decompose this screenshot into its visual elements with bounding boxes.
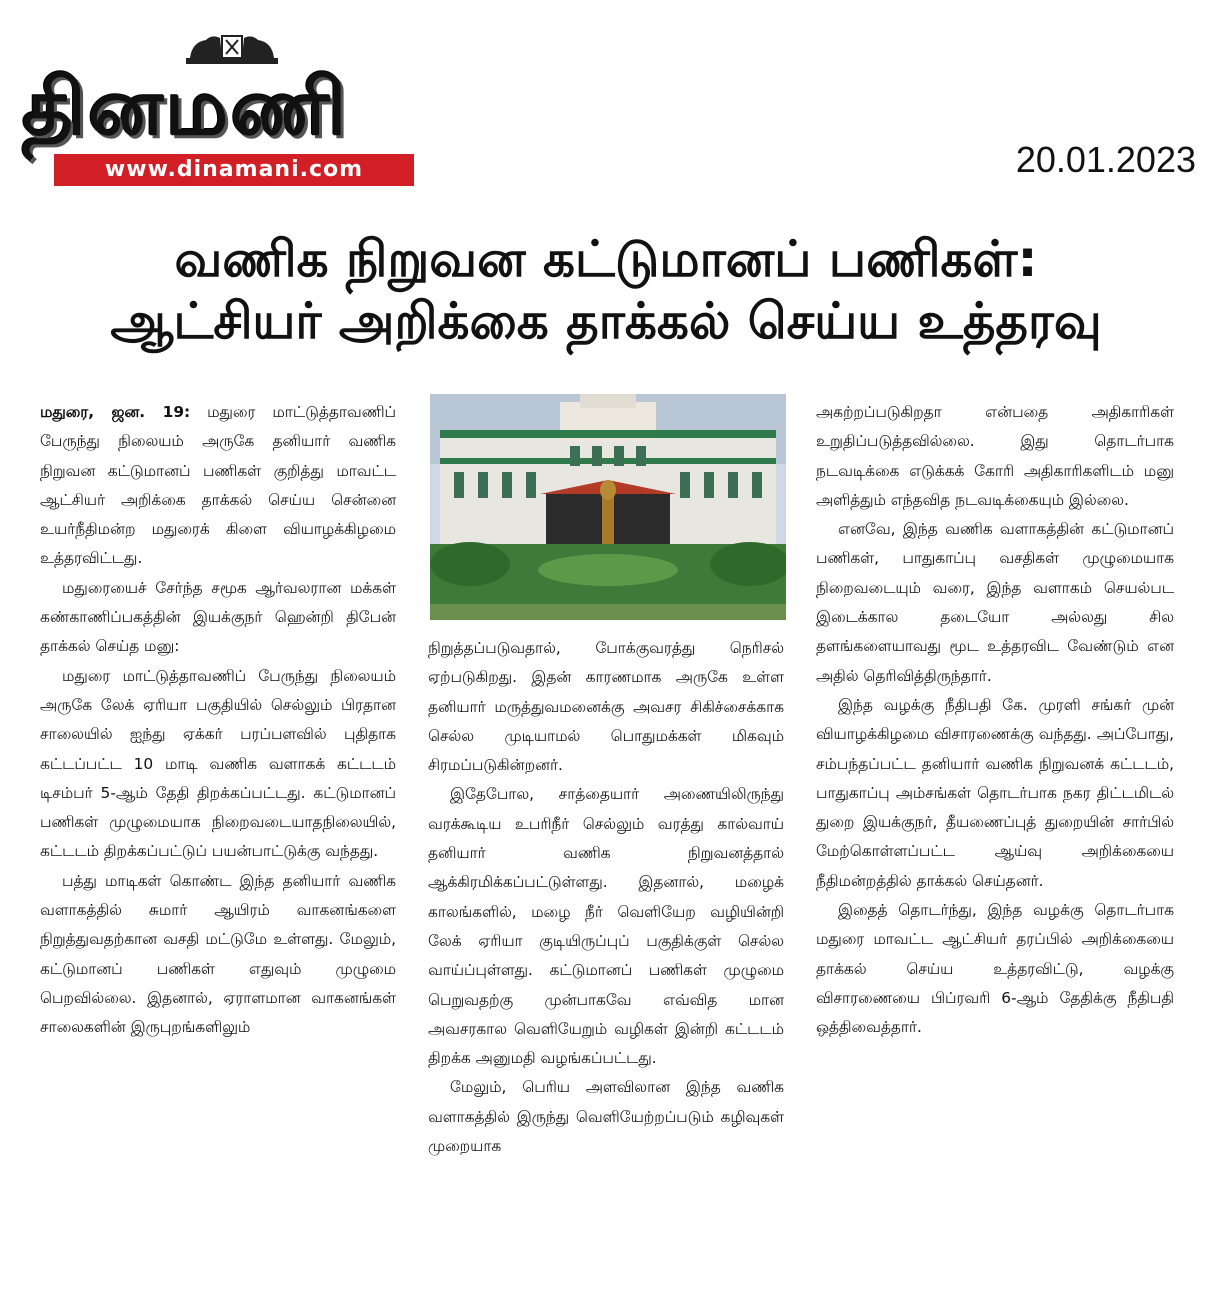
- headline-line-2: ஆட்சியர் அறிக்கை தாக்கல் செய்ய உத்தரவு: [110, 292, 1102, 350]
- article-column-1: [40, 398, 396, 1298]
- article-paragraph: மதுரையைச் சேர்ந்த சமூக ஆர்வலரான மக்கள் கண்காணிப்பகத்தின் இயக்குநர் ஹென்றி திபேன் தாக்கல் செய்த மனு:: [40, 578, 396, 656]
- article-paragraph: மதுரை மாட்டுத்தாவணிப் பேருந்து நிலையம் அருகே லேக் ஏரியா பகுதியில் செல்லும் பிரதான சாலையில் ஐந்து ஏக்கர் பரப்பளவில் புதிதாக கட்டப்பட்ட 10 மாடி வணிக வளாகக் கட்டடம் டிசம்பர் 5-ஆம் தேதி திறக்கப்பட்டது. கட்டுமானப் பணிகள் முழுமையாக நிறைவடையாதநிலையில், கட்டடம் திறக்கப்பட்டுப் பயன்பாட்டுக்கு வந்தது.: [40, 666, 396, 861]
- masthead: [22, 28, 432, 193]
- website-url: www.dinamani.com: [54, 154, 414, 186]
- publication-date: 20.01.2023: [1015, 139, 1196, 180]
- article-paragraph: மேலும், பெரிய அளவிலான இந்த வணிக வளாகத்தில் இருந்து வெளியேற்றப்படும் கழிவுகள் முறையாக: [428, 1078, 784, 1156]
- article-paragraph: இந்த வழக்கு நீதிபதி கே. முரளி சங்கர் முன் வியாழக்கிழமை விசாரணைக்கு வந்தது. அப்போது, சம்பந்தப்பட்ட தனியார் வணிக நிறுவனக் கட்டடம், பாதுகாப்பு அம்சங்கள் தொடர்பாக நகர திட்டமிடல் துறை இயக்குநர், தீயணைப்புத் துறையின் சார்பில் மேற்கொள்ளப்பட்ட ஆய்வு அறிக்கையை நீதிமன்றத்தில் தாக்கல் செய்தனர்.: [816, 695, 1174, 890]
- article-paragraph: எனவே, இந்த வணிக வளாகத்தின் கட்டுமானப் பணிகள், பாதுகாப்பு வசதிகள் முழுமையாக நிறைவடையும் வரை, இந்த வளாகம் செயல்பட இடைக்கால தடையோ அல்லது சில தளங்களையாவது மூட உத்தரவிட வேண்டும் என அதில் தெரிவித்திருந்தார்.: [816, 520, 1174, 685]
- article-paragraph: இதேபோல, சாத்தையார் அணையிலிருந்து வரக்கூடிய உபரிநீர் செல்லும் வரத்து கால்வாய் தனியார் வணிக நிறுவனத்தால் ஆக்கிரமிக்கப்பட்டுள்ளது. இதனால், மழைக் காலங்களில், மழை நீர் வெளியேற வழியின்றி லேக் ஏரியா குடியிருப்புப் பகுதிக்குள் செல்ல வாய்ப்புள்ளது. கட்டுமானப் பணிகள் முழுமை பெறுவதற்கு முன்பாகவே எவ்வித மான அவசரகால வெளியேறும் வழிகள் இன்றி கட்டடம் திறக்க அனுமதி வழங்கப்பட்டது.: [428, 785, 784, 1068]
- article-column-3: [816, 398, 1174, 1298]
- paragraph-text: மதுரை மாட்டுத்தாவணிப் பேருந்து நிலையம் அருகே தனியார் வணிக நிறுவன கட்டுமானப் பணிகள் குறித்து மாவட்ட ஆட்சியர் அறிக்கை தாக்கல் செய்ய சென்னை உயர்நீதிமன்ற மதுரைக் கிளை வியாழக்கிழமை உத்தரவிட்டது.: [40, 403, 396, 568]
- article-paragraph: அகற்றப்படுகிறதா என்பதை அதிகாரிகள் உறுதிப்படுத்தவில்லை. இது தொடர்பாக நடவடிக்கை எடுக்கக் கோரி அதிகாரிகளிடம் மனு அளித்தும் எந்தவித நடவடிக்கையும் இல்லை.: [816, 403, 1174, 509]
- headline-line-1: வணிக நிறுவன கட்டுமானப் பணிகள்:: [174, 230, 1038, 288]
- dinamani-logo: தினமணி: [22, 63, 349, 153]
- article-paragraph: இதைத் தொடர்ந்து, இந்த வழக்கு தொடர்பாக மதுரை மாவட்ட ஆட்சியர் தரப்பில் அறிக்கையை தாக்கல் செய்ய உத்தரவிட்டு, வழக்கு விசாரணையை பிப்ரவரி 6-ஆம் தேதிக்கு நீதிபதி ஒத்திவைத்தார்.: [816, 901, 1174, 1037]
- headline: [30, 228, 1182, 352]
- article-paragraph: பத்து மாடிகள் கொண்ட இந்த தனியார் வணிக வளாகத்தில் சுமார் ஆயிரம் வாகனங்களை நிறுத்துவதற்கான வசதி மட்டுமே உள்ளது. மேலும், கட்டுமானப் பணிகள் எதுவும் முழுமை பெறவில்லை. இதனால், ஏராளமான வாகனங்கள் சாலைகளின் இருபுறங்களிலும்: [40, 871, 396, 1037]
- article-column-2: [428, 634, 784, 1298]
- dateline: மதுரை, ஜன. 19:: [40, 403, 191, 421]
- article-paragraph: நிறுத்தப்படுவதால், போக்குவரத்து நெரிசல் ஏற்படுகிறது. இதன் காரணமாக அருகே உள்ள தனியார் மருத்துவமனைக்கு அவசர சிகிச்சைக்காக செல்ல முடியாமல் பொதுமக்கள் மிகவும் சிரமப்படுகின்றனர்.: [428, 639, 784, 775]
- court-building-photo: [430, 394, 786, 620]
- article-paragraph: [40, 398, 396, 574]
